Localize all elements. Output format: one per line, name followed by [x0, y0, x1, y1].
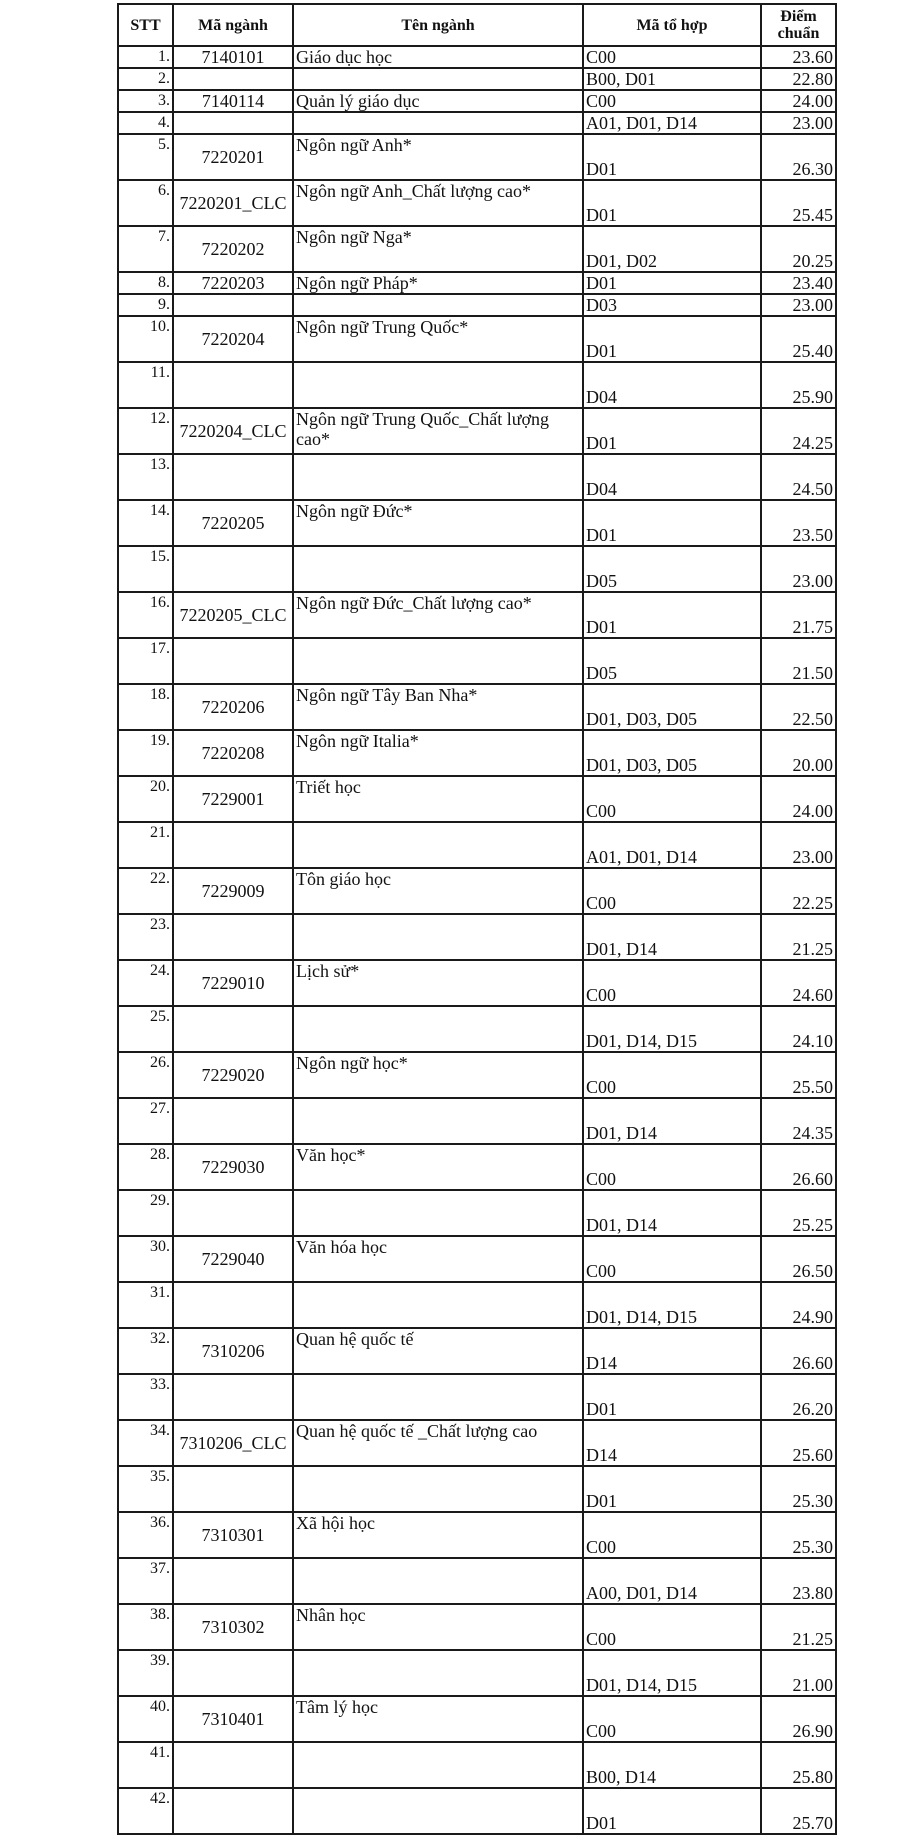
cell-ten-nganh: Tâm lý học: [293, 1696, 583, 1742]
cell-ma-nganh: 7229010: [173, 960, 293, 1006]
cell-stt: 12.: [118, 408, 173, 454]
cell-ma-to-hop: D01, D02: [583, 226, 761, 272]
cell-ten-nganh: [293, 294, 583, 316]
table-row: [118, 592, 836, 638]
cell-ma-to-hop: D14: [583, 1420, 761, 1466]
cell-ma-to-hop: C00: [583, 90, 761, 112]
cell-ten-nganh: Ngôn ngữ Đức_Chất lượng cao*: [293, 592, 583, 638]
cell-stt: 14.: [118, 500, 173, 546]
table-row: [118, 1144, 836, 1190]
table-body: [118, 46, 836, 1834]
cell-diem-chuan: 23.40: [761, 272, 836, 294]
table-row: [118, 500, 836, 546]
table-row: [118, 960, 836, 1006]
table-row: [118, 272, 836, 294]
cell-ten-nganh: [293, 638, 583, 684]
cell-ten-nganh: Triết học: [293, 776, 583, 822]
cell-diem-chuan: 24.50: [761, 454, 836, 500]
cell-diem-chuan: 21.00: [761, 1650, 836, 1696]
cell-diem-chuan: 25.70: [761, 1788, 836, 1834]
table-row: [118, 1466, 836, 1512]
cell-ten-nganh: Nhân học: [293, 1604, 583, 1650]
cell-ten-nganh: [293, 1006, 583, 1052]
cell-ma-to-hop: D05: [583, 638, 761, 684]
cell-diem-chuan: 23.00: [761, 112, 836, 134]
table-row: [118, 316, 836, 362]
table-row: [118, 1420, 836, 1466]
cell-ma-nganh: 7220204: [173, 316, 293, 362]
cell-ten-nganh: Ngôn ngữ Tây Ban Nha*: [293, 684, 583, 730]
table-row: [118, 776, 836, 822]
table-row: [118, 1696, 836, 1742]
cell-ma-nganh: 7310401: [173, 1696, 293, 1742]
cell-ma-nganh: 7220202: [173, 226, 293, 272]
table-row: [118, 1098, 836, 1144]
cell-stt: 24.: [118, 960, 173, 1006]
cell-stt: 28.: [118, 1144, 173, 1190]
cell-stt: 1.: [118, 46, 173, 68]
cell-ma-to-hop: D01, D03, D05: [583, 730, 761, 776]
table-row: [118, 1558, 836, 1604]
header-ma-nganh: Mã ngành: [173, 4, 293, 46]
cell-stt: 21.: [118, 822, 173, 868]
cell-ma-to-hop: D01: [583, 272, 761, 294]
cell-ten-nganh: Ngôn ngữ Anh_Chất lượng cao*: [293, 180, 583, 226]
cell-ma-nganh: [173, 112, 293, 134]
cell-stt: 32.: [118, 1328, 173, 1374]
header-diem-chuan-line2: chuẩn: [777, 25, 820, 42]
cell-ma-nganh: [173, 1558, 293, 1604]
table-row: [118, 454, 836, 500]
cell-ten-nganh: [293, 112, 583, 134]
table-row: [118, 90, 836, 112]
table-header-row: [118, 4, 836, 46]
cell-diem-chuan: 20.00: [761, 730, 836, 776]
cell-ma-nganh: 7229030: [173, 1144, 293, 1190]
cell-diem-chuan: 23.00: [761, 822, 836, 868]
cell-ma-to-hop: D01, D14, D15: [583, 1282, 761, 1328]
cell-diem-chuan: 23.60: [761, 46, 836, 68]
cell-ma-nganh: 7220208: [173, 730, 293, 776]
cell-ten-nganh: [293, 1282, 583, 1328]
table-row: [118, 638, 836, 684]
cell-diem-chuan: 23.50: [761, 500, 836, 546]
cell-diem-chuan: 22.80: [761, 68, 836, 90]
cell-ma-nganh: [173, 362, 293, 408]
cell-diem-chuan: 24.35: [761, 1098, 836, 1144]
cell-ten-nganh: [293, 914, 583, 960]
table-row: [118, 1006, 836, 1052]
cell-ma-to-hop: D01, D14, D15: [583, 1006, 761, 1052]
cell-ma-to-hop: D01: [583, 316, 761, 362]
cell-stt: 38.: [118, 1604, 173, 1650]
cell-ma-nganh: [173, 1742, 293, 1788]
cell-stt: 9.: [118, 294, 173, 316]
table-row: [118, 180, 836, 226]
cell-stt: 20.: [118, 776, 173, 822]
cell-ma-to-hop: C00: [583, 868, 761, 914]
cell-ma-to-hop: C00: [583, 1236, 761, 1282]
cell-ma-nganh: [173, 822, 293, 868]
cell-ten-nganh: [293, 1558, 583, 1604]
cell-ma-nganh: [173, 294, 293, 316]
cell-stt: 40.: [118, 1696, 173, 1742]
header-ma-to-hop: Mã tổ hợp: [583, 4, 761, 46]
cell-diem-chuan: 26.60: [761, 1328, 836, 1374]
cell-diem-chuan: 25.30: [761, 1512, 836, 1558]
cell-ma-nganh: 7229040: [173, 1236, 293, 1282]
cell-ma-to-hop: C00: [583, 1604, 761, 1650]
table-row: [118, 1650, 836, 1696]
cell-ma-nganh: [173, 454, 293, 500]
cell-stt: 5.: [118, 134, 173, 180]
table-row: [118, 1052, 836, 1098]
cell-stt: 18.: [118, 684, 173, 730]
cell-ma-to-hop: D01: [583, 500, 761, 546]
header-stt: STT: [118, 4, 173, 46]
cell-ma-to-hop: D01: [583, 134, 761, 180]
cell-diem-chuan: 25.40: [761, 316, 836, 362]
cell-ma-to-hop: D01: [583, 180, 761, 226]
table-row: [118, 294, 836, 316]
cell-ten-nganh: Lịch sử*: [293, 960, 583, 1006]
cell-ma-to-hop: C00: [583, 46, 761, 68]
cell-diem-chuan: 23.00: [761, 546, 836, 592]
cell-stt: 19.: [118, 730, 173, 776]
cell-stt: 16.: [118, 592, 173, 638]
cell-diem-chuan: 26.90: [761, 1696, 836, 1742]
cell-diem-chuan: 23.00: [761, 294, 836, 316]
cell-ten-nganh: Tôn giáo học: [293, 868, 583, 914]
cell-ma-nganh: [173, 1374, 293, 1420]
cell-diem-chuan: 22.50: [761, 684, 836, 730]
cell-ma-to-hop: A01, D01, D14: [583, 822, 761, 868]
cell-ten-nganh: Quan hệ quốc tế _Chất lượng cao: [293, 1420, 583, 1466]
cell-ma-to-hop: D01: [583, 1788, 761, 1834]
cell-ten-nganh: [293, 362, 583, 408]
cell-ma-to-hop: A00, D01, D14: [583, 1558, 761, 1604]
cell-stt: 31.: [118, 1282, 173, 1328]
cell-stt: 30.: [118, 1236, 173, 1282]
cell-ma-nganh: 7229009: [173, 868, 293, 914]
cell-ten-nganh: Xã hội học: [293, 1512, 583, 1558]
cell-stt: 39.: [118, 1650, 173, 1696]
cell-ten-nganh: [293, 1650, 583, 1696]
cell-ma-to-hop: C00: [583, 1144, 761, 1190]
cell-diem-chuan: 21.75: [761, 592, 836, 638]
cell-ma-to-hop: B00, D01: [583, 68, 761, 90]
cell-diem-chuan: 24.10: [761, 1006, 836, 1052]
cell-ma-nganh: [173, 68, 293, 90]
cell-stt: 17.: [118, 638, 173, 684]
cell-diem-chuan: 25.80: [761, 1742, 836, 1788]
cell-ma-to-hop: D01, D14: [583, 914, 761, 960]
table-row: [118, 408, 836, 454]
cell-ten-nganh: [293, 1788, 583, 1834]
cell-stt: 22.: [118, 868, 173, 914]
cell-ma-nganh: [173, 1788, 293, 1834]
cell-ma-nganh: 7310301: [173, 1512, 293, 1558]
cell-stt: 15.: [118, 546, 173, 592]
header-diem-chuan-line1: Điểm: [780, 8, 817, 25]
cell-stt: 36.: [118, 1512, 173, 1558]
table-row: [118, 362, 836, 408]
table-row: [118, 1374, 836, 1420]
cell-ma-to-hop: D04: [583, 454, 761, 500]
cell-ten-nganh: Quan hệ quốc tế: [293, 1328, 583, 1374]
cell-ma-nganh: 7220206: [173, 684, 293, 730]
table-row: [118, 1190, 836, 1236]
table-row: [118, 1742, 836, 1788]
cell-ma-nganh: 7229020: [173, 1052, 293, 1098]
table-row: [118, 1282, 836, 1328]
cell-ten-nganh: [293, 822, 583, 868]
cell-ten-nganh: Văn học*: [293, 1144, 583, 1190]
table-row: [118, 914, 836, 960]
cell-ma-nganh: [173, 914, 293, 960]
cell-ma-to-hop: B00, D14: [583, 1742, 761, 1788]
cell-ma-nganh: [173, 1650, 293, 1696]
table-row: [118, 68, 836, 90]
cell-diem-chuan: 20.25: [761, 226, 836, 272]
cell-ten-nganh: [293, 1374, 583, 1420]
header-ten-nganh: Tên ngành: [293, 4, 583, 46]
cell-ma-to-hop: C00: [583, 1696, 761, 1742]
cell-diem-chuan: 21.50: [761, 638, 836, 684]
cell-stt: 25.: [118, 1006, 173, 1052]
cell-ma-to-hop: D03: [583, 294, 761, 316]
cell-ma-to-hop: D01, D14: [583, 1190, 761, 1236]
cell-ten-nganh: [293, 1190, 583, 1236]
cell-stt: 13.: [118, 454, 173, 500]
cell-stt: 29.: [118, 1190, 173, 1236]
cell-ma-nganh: 7140101: [173, 46, 293, 68]
table-row: [118, 134, 836, 180]
cell-ma-to-hop: C00: [583, 1052, 761, 1098]
cell-ten-nganh: Văn hóa học: [293, 1236, 583, 1282]
cell-ma-nganh: [173, 1190, 293, 1236]
cell-stt: 33.: [118, 1374, 173, 1420]
cell-stt: 35.: [118, 1466, 173, 1512]
cell-ma-nganh: [173, 1006, 293, 1052]
cell-stt: 34.: [118, 1420, 173, 1466]
cell-diem-chuan: 25.60: [761, 1420, 836, 1466]
cell-stt: 41.: [118, 1742, 173, 1788]
cell-ma-to-hop: D01, D14, D15: [583, 1650, 761, 1696]
table-row: [118, 1236, 836, 1282]
table-row: [118, 1788, 836, 1834]
cell-diem-chuan: 26.60: [761, 1144, 836, 1190]
cell-ma-to-hop: C00: [583, 1512, 761, 1558]
table-row: [118, 684, 836, 730]
cell-diem-chuan: 24.00: [761, 776, 836, 822]
cell-diem-chuan: 26.50: [761, 1236, 836, 1282]
table-row: [118, 868, 836, 914]
cell-ten-nganh: Quản lý giáo dục: [293, 90, 583, 112]
table-row: [118, 1604, 836, 1650]
cell-diem-chuan: 24.25: [761, 408, 836, 454]
cell-stt: 10.: [118, 316, 173, 362]
cell-ten-nganh: Ngôn ngữ học*: [293, 1052, 583, 1098]
cell-ma-nganh: 7310206: [173, 1328, 293, 1374]
cell-diem-chuan: 24.90: [761, 1282, 836, 1328]
cell-diem-chuan: 26.30: [761, 134, 836, 180]
cell-ten-nganh: Ngôn ngữ Pháp*: [293, 272, 583, 294]
cell-ten-nganh: [293, 1098, 583, 1144]
cell-ma-nganh: [173, 1098, 293, 1144]
table-row: [118, 1328, 836, 1374]
cell-ma-to-hop: A01, D01, D14: [583, 112, 761, 134]
cell-ma-to-hop: D01, D14: [583, 1098, 761, 1144]
cell-ten-nganh: [293, 68, 583, 90]
cell-ten-nganh: Ngôn ngữ Trung Quốc*: [293, 316, 583, 362]
cell-ten-nganh: [293, 546, 583, 592]
cell-diem-chuan: 24.00: [761, 90, 836, 112]
table-row: [118, 226, 836, 272]
cell-ma-to-hop: C00: [583, 776, 761, 822]
cell-ma-nganh: 7220205_CLC: [173, 592, 293, 638]
cell-ma-nganh: 7140114: [173, 90, 293, 112]
cell-stt: 26.: [118, 1052, 173, 1098]
cell-ma-nganh: [173, 546, 293, 592]
cell-ma-to-hop: D01: [583, 1374, 761, 1420]
cell-ten-nganh: Giáo dục học: [293, 46, 583, 68]
cell-diem-chuan: 25.30: [761, 1466, 836, 1512]
cell-stt: 7.: [118, 226, 173, 272]
cell-ma-nganh: [173, 638, 293, 684]
cell-ma-nganh: 7310302: [173, 1604, 293, 1650]
table-row: [118, 546, 836, 592]
cell-diem-chuan: 23.80: [761, 1558, 836, 1604]
cell-diem-chuan: 25.25: [761, 1190, 836, 1236]
cell-ma-nganh: 7220201: [173, 134, 293, 180]
cell-stt: 4.: [118, 112, 173, 134]
cell-ma-nganh: [173, 1466, 293, 1512]
cell-diem-chuan: 25.50: [761, 1052, 836, 1098]
cell-stt: 11.: [118, 362, 173, 408]
cell-ten-nganh: [293, 1466, 583, 1512]
table-row: [118, 46, 836, 68]
cell-stt: 2.: [118, 68, 173, 90]
cell-ten-nganh: [293, 1742, 583, 1788]
cell-diem-chuan: 21.25: [761, 1604, 836, 1650]
cell-ma-to-hop: D01: [583, 408, 761, 454]
cell-stt: 37.: [118, 1558, 173, 1604]
cell-ma-to-hop: D01: [583, 1466, 761, 1512]
cell-ma-nganh: 7229001: [173, 776, 293, 822]
cell-stt: 8.: [118, 272, 173, 294]
cell-diem-chuan: 25.90: [761, 362, 836, 408]
table-row: [118, 1512, 836, 1558]
cell-ma-to-hop: D01, D03, D05: [583, 684, 761, 730]
cell-stt: 42.: [118, 1788, 173, 1834]
cell-ten-nganh: [293, 454, 583, 500]
cell-diem-chuan: 21.25: [761, 914, 836, 960]
cell-ma-nganh: 7310206_CLC: [173, 1420, 293, 1466]
table-row: [118, 112, 836, 134]
cell-ma-nganh: 7220201_CLC: [173, 180, 293, 226]
table-row: [118, 730, 836, 776]
cell-ma-to-hop: C00: [583, 960, 761, 1006]
cell-ten-nganh: Ngôn ngữ Trung Quốc_Chất lượng cao*: [293, 408, 583, 454]
cell-diem-chuan: 22.25: [761, 868, 836, 914]
admission-score-table: [117, 3, 837, 1835]
cell-ten-nganh: Ngôn ngữ Đức*: [293, 500, 583, 546]
cell-ten-nganh: Ngôn ngữ Nga*: [293, 226, 583, 272]
cell-ma-to-hop: D14: [583, 1328, 761, 1374]
cell-ma-nganh: [173, 1282, 293, 1328]
header-diem-chuan: [761, 4, 836, 46]
cell-ma-nganh: 7220203: [173, 272, 293, 294]
cell-ma-to-hop: D04: [583, 362, 761, 408]
cell-ma-nganh: 7220204_CLC: [173, 408, 293, 454]
cell-diem-chuan: 24.60: [761, 960, 836, 1006]
cell-diem-chuan: 26.20: [761, 1374, 836, 1420]
cell-ma-to-hop: D01: [583, 592, 761, 638]
cell-ten-nganh: Ngôn ngữ Anh*: [293, 134, 583, 180]
cell-diem-chuan: 25.45: [761, 180, 836, 226]
cell-stt: 27.: [118, 1098, 173, 1144]
cell-ma-to-hop: D05: [583, 546, 761, 592]
cell-ma-nganh: 7220205: [173, 500, 293, 546]
table-row: [118, 822, 836, 868]
cell-stt: 3.: [118, 90, 173, 112]
cell-stt: 6.: [118, 180, 173, 226]
cell-ten-nganh: Ngôn ngữ Italia*: [293, 730, 583, 776]
cell-stt: 23.: [118, 914, 173, 960]
